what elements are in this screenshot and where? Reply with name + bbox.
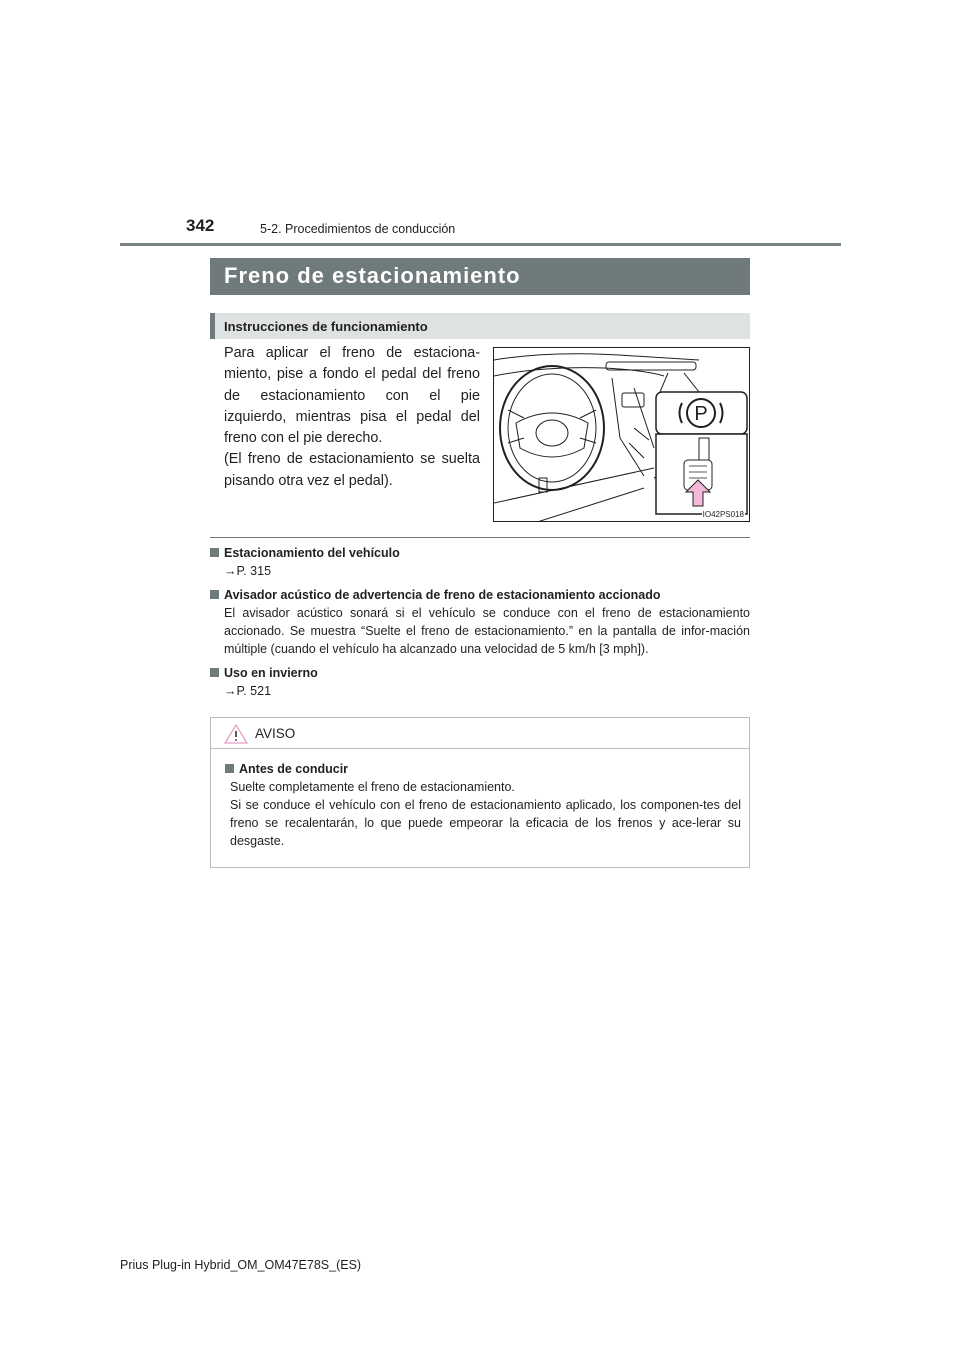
square-bullet-icon xyxy=(210,668,219,677)
warning-header xyxy=(211,718,749,749)
note-title: Estacionamiento del vehículo xyxy=(224,546,400,560)
note-parking xyxy=(210,545,750,580)
warning-label: AVISO xyxy=(255,726,296,741)
subheading: Instrucciones de funcionamiento xyxy=(224,319,428,334)
intro-text xyxy=(224,343,480,492)
note-warning-buzzer xyxy=(210,587,750,658)
indicator-symbol: P xyxy=(694,403,708,425)
warning-line-1: Suelte completamente el freno de estacionamiento. xyxy=(230,780,515,794)
warning-box xyxy=(210,717,750,868)
section-divider xyxy=(210,537,750,538)
figure-code: IO42PS018 xyxy=(702,510,744,519)
steering-wheel-inner xyxy=(508,374,596,482)
pedal-arm xyxy=(699,438,709,462)
square-bullet-icon xyxy=(225,764,234,773)
page-reference-link[interactable]: →P. 521 xyxy=(224,684,272,698)
note-title: Avisador acústico de advertencia de freno de estacionamiento accionado xyxy=(224,588,661,602)
steering-wheel-rim xyxy=(500,366,604,490)
warning-triangle-icon xyxy=(224,724,248,744)
dash-top-line xyxy=(494,354,699,360)
callout-lines xyxy=(660,373,699,392)
steering-center xyxy=(536,420,568,446)
warning-line-2: Si se conduce el vehículo con el freno de estacionamiento aplicado, los componen-tes del freno se recalentarán, lo que puede empeorar la eficacia de los frenos y ace-lerar su desgaste. xyxy=(230,798,741,848)
title-bar xyxy=(210,258,750,295)
page-title: Freno de estacionamiento xyxy=(224,263,521,288)
footer-document-id: Prius Plug-in Hybrid_OM_OM47E78S_(ES) xyxy=(120,1258,362,1272)
subheading-bar xyxy=(210,313,750,339)
page-reference-link[interactable]: →P. 315 xyxy=(224,564,272,578)
section-reference: 5-2. Procedimientos de conducción xyxy=(260,222,456,236)
warning-heading: Antes de conducir xyxy=(239,762,349,776)
note-title: Uso en invierno xyxy=(224,666,318,680)
vent-center xyxy=(622,393,644,407)
notes-section xyxy=(210,545,750,707)
header-rule xyxy=(120,243,841,246)
note-winter xyxy=(210,665,750,700)
parking-brake-illustration xyxy=(493,347,750,522)
square-bullet-icon xyxy=(210,590,219,599)
note-body: El avisador acústico sonará si el vehículo se conduce con el freno de estacionamiento accionado. Se muestra “Suelte el freno de estacionamiento.” en la pantalla de infor-mación múltiple (cuando el vehículo ha alcanzado una velocidad de 5 km/h [3 mph]). xyxy=(224,606,750,656)
intro-paragraph-1: Para aplicar el freno de estaciona-miento, pise a fondo el pedal del freno de estacionamiento con el pie izquierdo, mientras pisa el pedal del freno con el pie derecho. xyxy=(224,345,480,447)
square-bullet-icon xyxy=(210,548,219,557)
page-number: 342 xyxy=(186,216,215,235)
warning-content xyxy=(225,761,741,850)
intro-paragraph-2: (El freno de estacionamiento se suelta pisando otra vez el pedal). xyxy=(224,451,480,489)
dashboard-drawing xyxy=(494,348,750,522)
